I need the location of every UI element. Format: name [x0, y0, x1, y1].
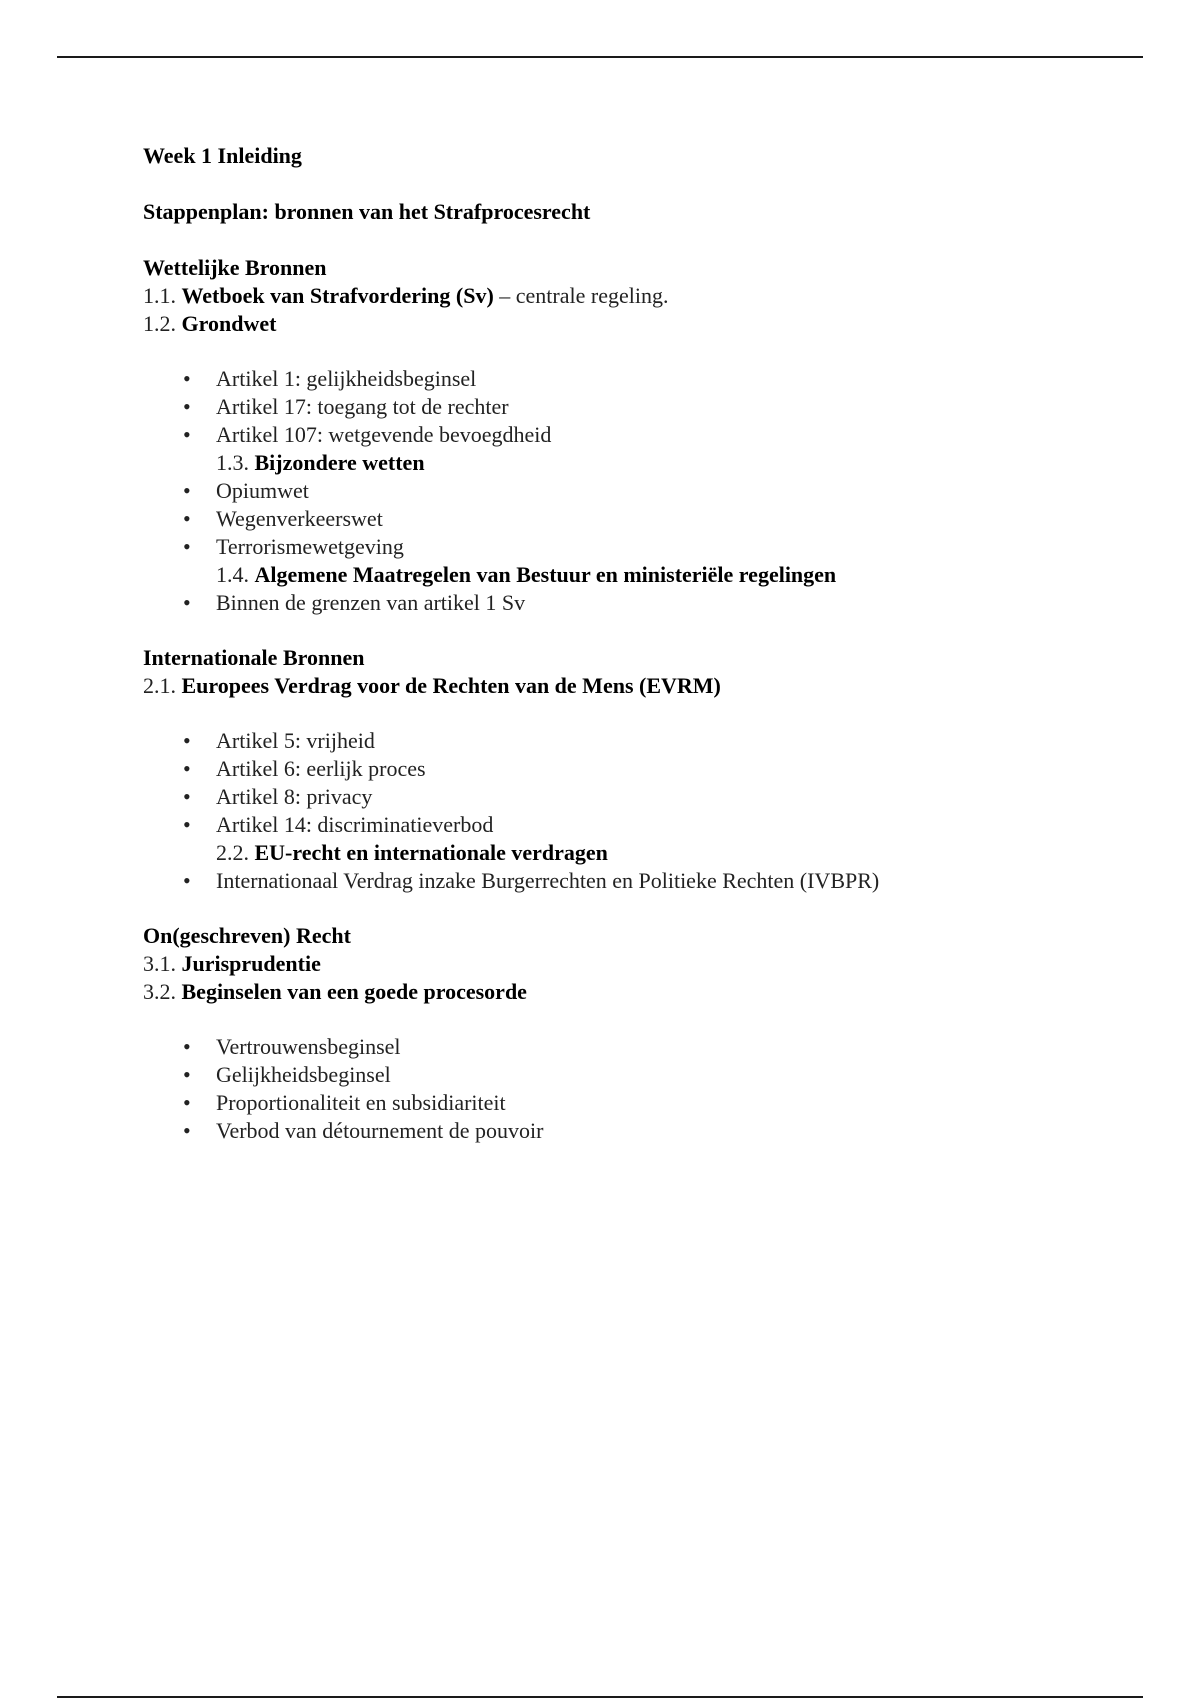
section-heading-internationaal: Internationale Bronnen — [143, 645, 365, 670]
section-heading-ongeschreven: On(geschreven) Recht — [143, 923, 351, 948]
item-2-1 — [143, 672, 1143, 700]
list-item — [143, 365, 1143, 393]
item-number: 2.2. — [216, 840, 255, 865]
list-item — [143, 589, 1143, 617]
list-item-text: Wegenverkeerswet — [216, 506, 383, 531]
bullet-icon: • — [183, 394, 191, 419]
bullet-icon: • — [183, 478, 191, 503]
list-item — [143, 1061, 1143, 1089]
item-number: 2.1. — [143, 673, 182, 698]
list-item-text: Verbod van détournement de pouvoir — [216, 1118, 544, 1143]
list-item — [143, 533, 1143, 561]
document-body — [143, 142, 1143, 1145]
section-heading-wettelijk: Wettelijke Bronnen — [143, 255, 327, 280]
item-1-2 — [143, 310, 1143, 338]
bullet-icon: • — [183, 366, 191, 391]
list-item-text: Artikel 8: privacy — [216, 784, 373, 809]
list-item — [143, 1033, 1143, 1061]
item-1-3 — [143, 449, 1143, 477]
item-number: 1.4. — [216, 562, 255, 587]
item-number: 1.2. — [143, 311, 182, 336]
list-item-text: Vertrouwensbeginsel — [216, 1034, 401, 1059]
item-3-1 — [143, 950, 1143, 978]
bullet-icon: • — [183, 506, 191, 531]
bullet-icon: • — [183, 1118, 191, 1143]
bottom-rule — [57, 1696, 1143, 1698]
list-item-text: Internationaal Verdrag inzake Burgerrechten en Politieke Rechten (IVBPR) — [216, 868, 880, 893]
list-item-text: Terrorismewetgeving — [216, 534, 404, 559]
bullet-icon: • — [183, 784, 191, 809]
list-item-text: Binnen de grenzen van artikel 1 Sv — [216, 590, 526, 615]
amvb-bullet-list — [143, 589, 1143, 617]
bullet-icon: • — [183, 590, 191, 615]
item-title: Wetboek van Strafvordering (Sv) — [181, 283, 494, 308]
item-title: Algemene Maatregelen van Bestuur en ministeriële regelingen — [254, 562, 837, 587]
bullet-icon: • — [183, 756, 191, 781]
list-item — [143, 393, 1143, 421]
list-item-text: Artikel 107: wetgevende bevoegdheid — [216, 422, 552, 447]
bullet-icon: • — [183, 728, 191, 753]
list-item-text: Artikel 5: vrijheid — [216, 728, 375, 753]
item-number: 3.1. — [143, 951, 182, 976]
list-item — [143, 727, 1143, 755]
list-item — [143, 783, 1143, 811]
item-title: Beginselen van een goede procesorde — [181, 979, 527, 1004]
item-title: EU-recht en internationale verdragen — [254, 840, 608, 865]
item-title: Bijzondere wetten — [254, 450, 425, 475]
bullet-icon: • — [183, 534, 191, 559]
document-title: Week 1 Inleiding — [143, 143, 302, 168]
document-subtitle: Stappenplan: bronnen van het Strafprocesrecht — [143, 199, 591, 224]
list-item — [143, 811, 1143, 839]
list-item — [143, 505, 1143, 533]
list-item-text: Opiumwet — [216, 478, 309, 503]
list-item-text: Proportionaliteit en subsidiariteit — [216, 1090, 506, 1115]
bijzondere-bullet-list — [143, 477, 1143, 561]
list-item-text: Artikel 17: toegang tot de rechter — [216, 394, 509, 419]
list-item-text: Artikel 6: eerlijk proces — [216, 756, 426, 781]
evrm-bullet-list — [143, 727, 1143, 839]
list-item-text: Artikel 14: discriminatieverbod — [216, 812, 494, 837]
item-1-1 — [143, 282, 1143, 310]
eu-bullet-list — [143, 867, 1143, 895]
bullet-icon: • — [183, 1034, 191, 1059]
bullet-icon: • — [183, 422, 191, 447]
list-item — [143, 867, 1143, 895]
bullet-icon: • — [183, 1062, 191, 1087]
item-1-4 — [143, 561, 1143, 589]
item-description: – centrale regeling. — [493, 283, 669, 308]
item-number: 1.1. — [143, 283, 182, 308]
list-item — [143, 1117, 1143, 1145]
list-item-text: Artikel 1: gelijkheidsbeginsel — [216, 366, 477, 391]
list-item-text: Gelijkheidsbeginsel — [216, 1062, 391, 1087]
item-title: Europees Verdrag voor de Rechten van de Mens (EVRM) — [181, 673, 721, 698]
item-number: 1.3. — [216, 450, 255, 475]
beginselen-bullet-list — [143, 1033, 1143, 1145]
top-rule — [57, 56, 1143, 58]
item-number: 3.2. — [143, 979, 182, 1004]
grondwet-bullet-list — [143, 365, 1143, 449]
item-title: Grondwet — [181, 311, 277, 336]
list-item — [143, 1089, 1143, 1117]
item-2-2 — [143, 839, 1143, 867]
list-item — [143, 755, 1143, 783]
bullet-icon: • — [183, 868, 191, 893]
list-item — [143, 421, 1143, 449]
bullet-icon: • — [183, 812, 191, 837]
list-item — [143, 477, 1143, 505]
item-3-2 — [143, 978, 1143, 1006]
bullet-icon: • — [183, 1090, 191, 1115]
item-title: Jurisprudentie — [181, 951, 321, 976]
